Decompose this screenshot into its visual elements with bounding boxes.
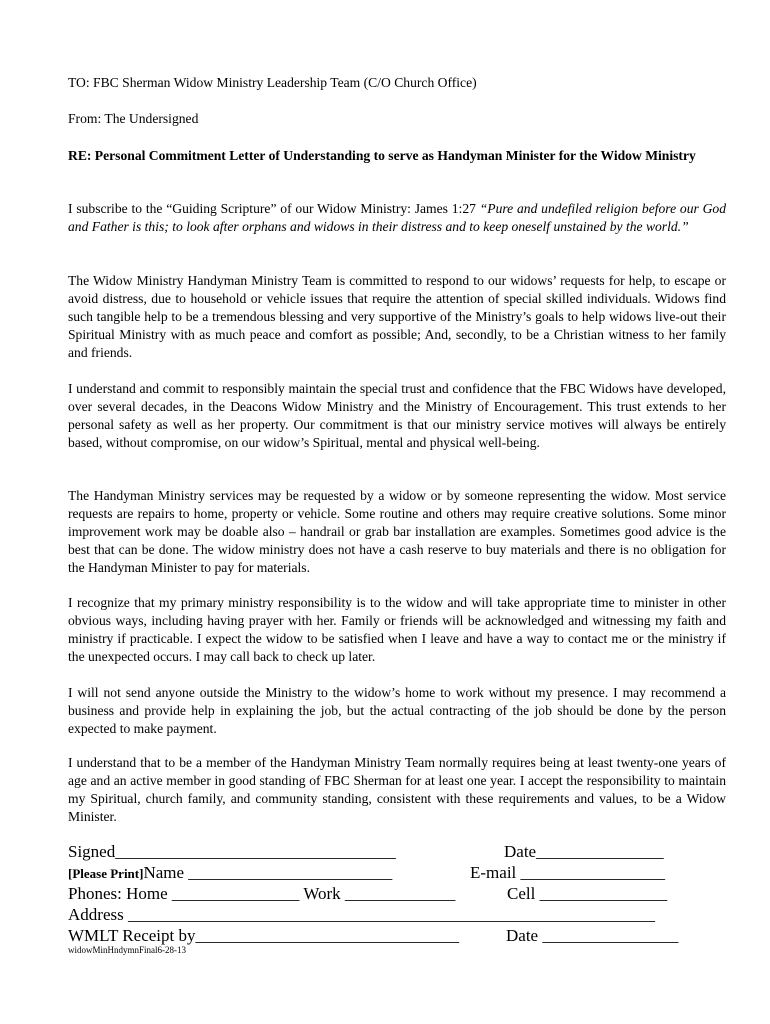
presence-paragraph: I will not send anyone outside the Ministry to the widow’s home to work without my presence. I may recommend a business and provide help in explaining the job, but the actual contracting of the job should be done by the person expected to make payment. (68, 685, 726, 736)
phones-field[interactable]: Phones: Home _______________ Work _____________ (68, 884, 456, 903)
name-field[interactable]: Name ________________________ (143, 863, 393, 882)
wmlt-receipt-field[interactable]: WMLT Receipt by_______________________________ (68, 926, 459, 945)
responsibility-paragraph: I recognize that my primary ministry responsibility is to the widow and will take appropriate time to minister in other obvious ways, including having prayer with her. Family or friends will be acknowledged and witnessing my faith and ministry if practicable. I expect the widow to be satisfied when I leave and have a way to contact me or the ministry if the unexpected occurs. I may call back to check up later. (68, 595, 726, 664)
trust-paragraph: I understand and commit to responsibly maintain the special trust and confidence that the FBC Widows have developed, over several decades, in the Deacons Widow Ministry and the Ministry of Encouragement. This trust extends to her personal safety as well as her property. Our commitment is that our ministry service motives will always be entirely based, without compromise, on our widow’s Spiritual, mental and physical well-being. (68, 381, 726, 450)
to-line: TO: FBC Sherman Widow Ministry Leadership Team (C/O Church Office) (68, 75, 477, 90)
receipt-date-field[interactable]: Date ________________ (506, 926, 679, 945)
subject-line: RE: Personal Commitment Letter of Understanding to serve as Handyman Minister for the Widow Ministry (68, 148, 696, 163)
email-field[interactable]: E-mail _________________ (470, 863, 666, 882)
signed-field[interactable]: Signed_________________________________ (68, 842, 396, 861)
scripture-paragraph (68, 200, 726, 236)
please-print-label: [Please Print] (68, 866, 144, 881)
date-field[interactable]: Date_______________ (504, 842, 664, 861)
scripture-intro: I subscribe to the “Guiding Scripture” of our Widow Ministry: James 1:27 (68, 201, 480, 216)
document-footer-id: widowMinHndymnFinal6-28-13 (68, 945, 186, 955)
team-commitment-paragraph: The Widow Ministry Handyman Ministry Team is committed to respond to our widows’ requests for help, to escape or avoid distress, due to household or vehicle issues that require the attention of special skilled individuals. Widows find such tangible help to be a tremendous blessing and very supportive of the Ministry’s goals to help widows live-out their Spiritual Ministry with as much peace and comfort as possible; And, secondly, to be a Christian witness to her family and friends. (68, 273, 726, 360)
cell-field[interactable]: Cell _______________ (507, 884, 668, 903)
from-line: From: The Undersigned (68, 111, 199, 126)
services-paragraph: The Handyman Ministry services may be requested by a widow or by someone representing the widow. Most service requests are repairs to home, property or vehicle. Some routine and others may require creative solutions. Some minor improvement work may be doable also – handrail or grab bar installation are examples. Sometimes good advice is the best that can be done. The widow ministry does not have a cash reserve to buy materials and there is no obligation for the Handyman Minister to pay for materials. (68, 488, 726, 575)
scripture-quote: “Pure and undefiled religion before our God and Father is this; to look after orphans and widows in their distress and to keep oneself unstained by the world.” (68, 201, 727, 234)
membership-paragraph: I understand that to be a member of the Handyman Ministry Team normally requires being at least twenty-one years of age and an active member in good standing of FBC Sherman for at least one year. I accept the responsibility to maintain my Spiritual, church family, and community standing, consistent with these requirements and values, to be a Widow Minister. (68, 755, 726, 824)
name-row (68, 863, 392, 883)
address-field[interactable]: Address ______________________________________________________________ (68, 905, 655, 924)
